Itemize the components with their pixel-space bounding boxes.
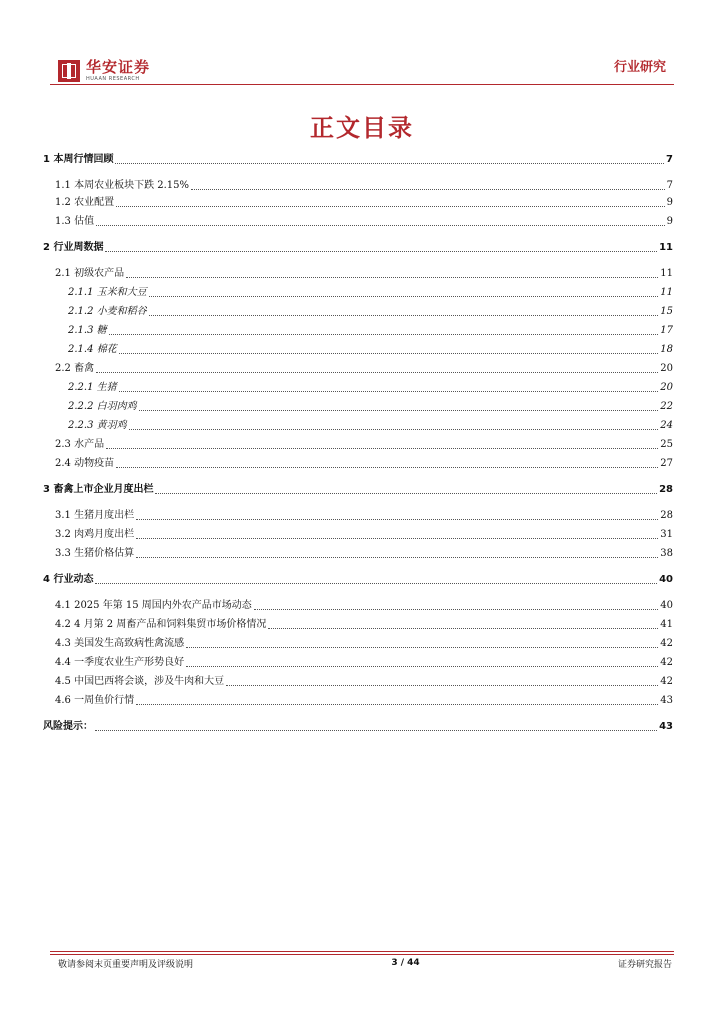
toc-entry-label: 3 畜禽上市企业月度出栏 [43,484,154,495]
report-type: 行业研究 [613,60,666,75]
toc-leader-dots [136,557,658,558]
toc-entry[interactable] [43,672,673,688]
toc-entry-label: 2.3 水产品 [55,439,105,450]
toc-entry-page: 42 [660,657,673,668]
header-divider [50,84,674,85]
toc-leader-dots [106,448,658,449]
toc-entry-page: 40 [660,600,673,611]
page-header [0,0,724,90]
toc-entry[interactable] [43,506,673,522]
toc-leader-dots [109,334,659,335]
toc-leader-dots [136,704,658,705]
toc-entry-page: 28 [659,484,673,495]
toc-entry-label: 2.2.1 生猪 [68,382,117,393]
toc-entry-page: 20 [660,382,673,393]
company-logo [58,57,150,85]
toc-entry[interactable] [43,340,673,356]
toc-entry-label: 2.1 初级农产品 [55,268,125,279]
toc-entry[interactable] [43,302,673,318]
footer-divider-thin [50,954,674,955]
toc-entry[interactable] [43,283,673,299]
toc-entry[interactable] [43,544,673,560]
toc-entry-page: 25 [660,439,673,450]
toc-entry[interactable] [43,264,673,280]
toc-entry-page: 7 [666,154,673,165]
toc-entry-label: 2.1.2 小麦和稻谷 [68,306,147,317]
toc-entry-label: 2.1.1 玉米和大豆 [68,287,147,298]
toc-entry[interactable] [43,359,673,375]
toc-leader-dots [95,730,657,731]
toc-leader-dots [254,609,658,610]
toc-leader-dots [155,493,657,494]
toc-leader-dots [149,315,659,316]
toc-entry-label: 4.3 美国发生高致病性禽流感 [55,638,185,649]
toc-entry[interactable] [43,615,673,631]
toc-leader-dots [186,647,658,648]
footer-doc-type: 证券研究报告 [617,959,672,970]
toc-entry-page: 43 [659,721,673,732]
toc-entry-label: 1.2 农业配置 [55,197,115,208]
toc-entry[interactable] [43,596,673,612]
footer-disclaimer: 敬请参阅末页重要声明及评级说明 [58,959,194,970]
toc-entry-page: 31 [660,529,673,540]
toc-entry-page: 11 [659,242,673,253]
toc-entry[interactable] [43,653,673,669]
toc-entry-label: 3.3 生猪价格估算 [55,548,135,559]
toc-entry-label: 2 行业周数据 [43,242,104,253]
toc-entry[interactable] [43,378,673,394]
toc-entry-label: 2.2 畜禽 [55,363,95,374]
logo-name-en: HUAAN RESEARCH [86,76,140,82]
toc-entry-page: 9 [666,216,673,227]
toc-entry-label: 4.5 中国巴西将会谈，涉及牛肉和大豆 [55,676,225,687]
toc-entry-page: 24 [660,420,673,431]
toc-leader-dots [116,206,665,207]
page-number: 3 / 44 [391,958,420,968]
toc-entry[interactable] [43,435,673,451]
toc-entry-label: 2.1.4 棉花 [68,344,117,355]
toc-entry-label: 2.2.2 白羽肉鸡 [68,401,137,412]
toc-entry-label: 2.2.3 黄羽鸡 [68,420,127,431]
toc-entry[interactable] [43,397,673,413]
toc-leader-dots [191,189,665,190]
toc-leader-dots [95,583,657,584]
toc-entry[interactable] [43,717,673,733]
toc-entry-label: 2.1.3 糖 [68,325,107,336]
toc-leader-dots [96,372,658,373]
toc-leader-dots [119,391,659,392]
toc-entry-page: 20 [660,363,673,374]
toc-entry[interactable] [43,238,673,254]
toc-entry-label: 3.2 肉鸡月度出栏 [55,529,135,540]
toc-leader-dots [96,225,665,226]
toc-entry-label: 2.4 动物疫苗 [55,458,115,469]
toc-leader-dots [139,410,659,411]
toc-entry-page: 11 [660,287,673,298]
toc-leader-dots [186,666,658,667]
toc-entry-label: 1.3 估值 [55,216,95,227]
toc-entry-page: 38 [660,548,673,559]
page-footer [58,956,672,970]
toc-entry-label: 4.1 2025 年第 15 周国内外农产品市场动态 [55,600,252,611]
toc-entry-label: 4.6 一周鱼价行情 [55,695,135,706]
toc-entry[interactable] [43,454,673,470]
toc-entry[interactable] [43,570,673,586]
toc-entry[interactable] [43,150,673,166]
toc-entry-label: 4.4 一季度农业生产形势良好 [55,657,185,668]
toc-leader-dots [126,277,658,278]
toc-entry-page: 41 [660,619,673,630]
toc-leader-dots [136,538,658,539]
toc-leader-dots [149,296,659,297]
toc-entry-page: 42 [660,638,673,649]
toc-entry-page: 17 [660,325,673,336]
toc-entry[interactable] [43,416,673,432]
toc-entry[interactable] [43,480,673,496]
footer-divider [50,951,674,952]
toc-entry[interactable] [43,634,673,650]
toc-entry[interactable] [43,176,673,192]
toc-entry-label: 1 本周行情回顾 [43,154,114,165]
toc-leader-dots [136,519,658,520]
toc-entry-page: 7 [666,180,673,191]
toc-entry[interactable] [43,193,673,209]
toc-entry-page: 18 [660,344,673,355]
toc-entry-label: 风险提示： [43,721,93,732]
toc-leader-dots [268,628,658,629]
toc-entry-page: 42 [660,676,673,687]
toc-entry-label: 4.2 4 月第 2 周畜产品和饲料集贸市场价格情况 [55,619,267,630]
page-title: 正文目录 [310,114,414,142]
toc-entry[interactable] [43,212,673,228]
toc-entry-page: 22 [660,401,673,412]
toc-entry-page: 27 [660,458,673,469]
toc-leader-dots [105,251,657,252]
toc-entry-page: 40 [659,574,673,585]
toc-entry[interactable] [43,691,673,707]
toc-leader-dots [115,163,664,164]
toc-entry-page: 43 [660,695,673,706]
toc-entry-label: 1.1 本周农业板块下跌 2.15% [55,180,190,191]
toc-leader-dots [129,429,659,430]
toc-leader-dots [226,685,658,686]
toc-leader-dots [119,353,659,354]
toc-leader-dots [116,467,658,468]
toc-entry[interactable] [43,321,673,337]
toc-entry-page: 15 [660,306,673,317]
toc-entry[interactable] [43,525,673,541]
logo-name-cn: 华安证券 [86,58,151,76]
toc-entry-page: 28 [660,510,673,521]
logo-seal-icon [58,60,80,82]
toc-entry-page: 9 [666,197,673,208]
toc-entry-label: 4 行业动态 [43,574,94,585]
toc-entry-page: 11 [660,268,673,279]
toc-entry-label: 3.1 生猪月度出栏 [55,510,135,521]
